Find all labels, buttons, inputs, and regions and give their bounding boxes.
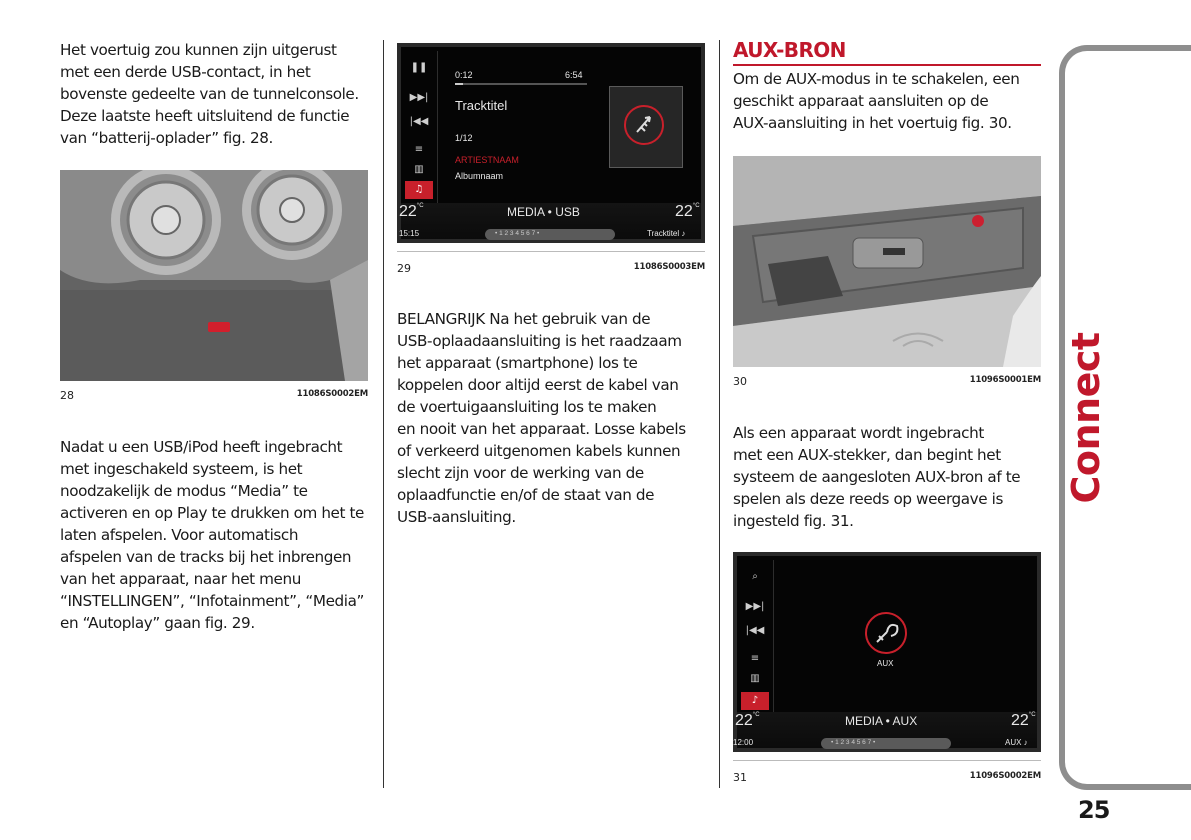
figure-30-photo bbox=[733, 156, 1041, 367]
figure-28-caption bbox=[60, 389, 368, 403]
usb-icon bbox=[624, 105, 664, 145]
artist-name: ARTIESTNAAM bbox=[455, 155, 519, 165]
col1-paragraph-1: Het voertuig zou kunnen zijn uitgerust met een derde USB-contact, in het bovenste gedeelte van de tunnelconsole. Deze laatste heeft uitsluitend de functie van “batterij-oplader” fig. 28. bbox=[60, 41, 359, 147]
figure-29-screen bbox=[397, 43, 705, 243]
figure-number: 30 bbox=[733, 375, 747, 388]
aux-small-icon: ⌕ bbox=[752, 571, 758, 582]
aux-active-icon: ♪ bbox=[741, 692, 769, 710]
column-divider bbox=[719, 40, 720, 788]
mode-label: MEDIA • USB bbox=[507, 205, 580, 219]
next-track-icon: ▶▶| bbox=[745, 601, 765, 612]
mode-label: MEDIA • AUX bbox=[845, 714, 918, 728]
page-number: 25 bbox=[1078, 796, 1110, 824]
figure-number: 28 bbox=[60, 389, 74, 402]
temp-right: $22^{^\circ C}$ bbox=[1011, 712, 1036, 729]
now-playing: Tracktitel ♪ bbox=[647, 229, 686, 238]
prev-track-icon: |◀◀ bbox=[409, 116, 429, 127]
prev-track-icon: |◀◀ bbox=[745, 625, 765, 636]
figure-code: 11086S0003EM bbox=[633, 262, 705, 272]
aux-cable-icon bbox=[865, 612, 907, 654]
progress-bar bbox=[455, 83, 587, 85]
figure-30-caption bbox=[733, 375, 1041, 389]
list-icon: ≡ bbox=[414, 144, 424, 155]
aux-label: AUX bbox=[877, 659, 894, 668]
track-title: Tracktitel bbox=[455, 98, 508, 113]
elapsed-time: 0:12 bbox=[455, 70, 473, 80]
chapter-tab-label: Connect bbox=[1064, 332, 1108, 504]
figure-29-caption bbox=[397, 262, 705, 276]
clock: 12:00 bbox=[733, 738, 754, 747]
now-playing: AUX ♪ bbox=[1005, 738, 1028, 747]
figure-31-caption bbox=[733, 771, 1041, 785]
preset-numbers: • 1 2 3 4 5 6 7 • bbox=[831, 739, 876, 746]
total-time: 6:54 bbox=[565, 70, 583, 80]
column-divider bbox=[383, 40, 384, 788]
track-index: 1/12 bbox=[455, 133, 473, 143]
col3-paragraph-2: Als een apparaat wordt ingebracht met een AUX-stekker, dan begint het systeem de aangesloten AUX-bron af te spelen als deze reeds op weergave is ingesteld fig. 31. bbox=[733, 424, 1021, 530]
figure-code: 11086S0002EM bbox=[296, 389, 368, 399]
col2-paragraph: BELANGRIJK Na het gebruik van de USB-oplaadaansluiting is het raadzaam het apparaat (smartphone) los te koppelen door altijd eerst de kabel van de voertuigaansluiting los te maken en nooit van het apparaat. Losse kabels of verkeerd uitgenomen kabels kunnen slecht zijn voor de werking van de oplaadfunctie en/of de staat van de USB-aansluiting. bbox=[397, 310, 686, 526]
pause-icon: ❚❚ bbox=[410, 62, 428, 73]
figure-28-photo bbox=[60, 170, 368, 381]
preset-numbers: • 1 2 3 4 5 6 7 • bbox=[495, 230, 540, 237]
col3-paragraph-1: Om de AUX-modus in te schakelen, een geschikt apparaat aansluiten op de AUX-aansluiting in het voertuig fig. 30. bbox=[733, 70, 1020, 132]
figure-number: 29 bbox=[397, 262, 411, 275]
tunnel-console-illustration bbox=[60, 170, 368, 381]
temp-right: $22^{^\circ C}$ bbox=[675, 203, 700, 220]
next-track-icon: ▶▶| bbox=[409, 92, 429, 103]
figure-code: 11096S0002EM bbox=[969, 771, 1041, 781]
heading-rule bbox=[733, 64, 1041, 66]
temp-left: $22^{^\circ C}$ bbox=[735, 712, 760, 729]
figure-31-screen bbox=[733, 552, 1041, 752]
aux-console-illustration bbox=[733, 156, 1041, 367]
side-menu bbox=[405, 53, 433, 203]
section-heading: AUX-BRON bbox=[733, 38, 846, 62]
figure-code: 11096S0001EM bbox=[969, 375, 1041, 385]
clock: 15:15 bbox=[399, 229, 420, 238]
album-art bbox=[609, 86, 683, 168]
col1-paragraph-2: Nadat u een USB/iPod heeft ingebracht met ingeschakeld systeem, is het noodzakelijk de modus “Media” te activeren en op Play te drukken om het te laten afspelen. Voor automatisch afspelen van de tracks bij het inbrengen van het apparaat, naar het menu “INSTELLINGEN”, “Infotainment”, “Media” en “Autoplay” gaan fig. 29. bbox=[60, 438, 364, 632]
temp-left: $22^{^\circ C}$ bbox=[399, 203, 424, 220]
library-icon: ▥ bbox=[750, 673, 760, 684]
library-icon: ▥ bbox=[414, 164, 424, 175]
figure-number: 31 bbox=[733, 771, 747, 784]
side-menu bbox=[741, 562, 769, 712]
album-name: Albumnaam bbox=[455, 171, 504, 181]
list-icon: ≡ bbox=[750, 653, 760, 664]
music-icon: ♫ bbox=[405, 181, 433, 199]
